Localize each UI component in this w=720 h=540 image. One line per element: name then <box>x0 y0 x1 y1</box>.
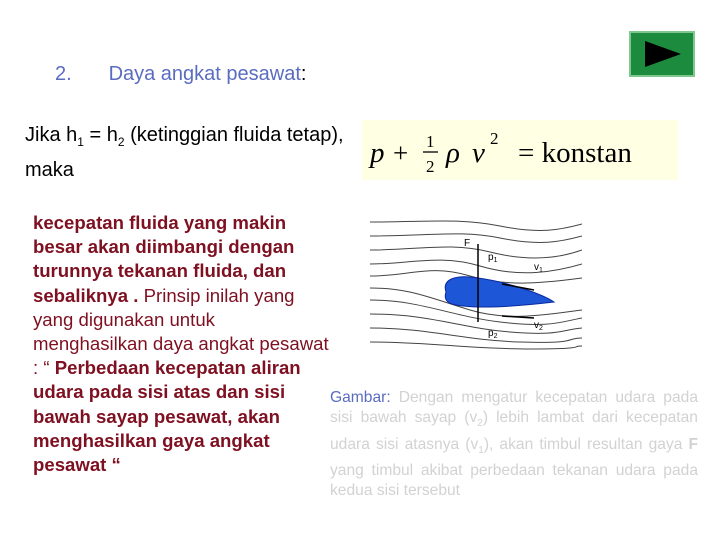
caption-part: yang timbul akibat perbedaan tekanan udara pada kedua sisi tersebut <box>330 461 698 500</box>
explanation-text <box>33 211 333 477</box>
intro-part: (ketinggian fluida tetap), maka <box>25 124 344 181</box>
caption-force-symbol: F <box>682 435 698 453</box>
heading-number: 2. <box>55 63 72 85</box>
subscript: 1 <box>478 444 484 456</box>
explanation-normal: Prinsip inilah yang yang digunakan untuk menghasilkan daya angkat pesawat : “ <box>33 284 329 379</box>
formula-exponent: 2 <box>490 129 499 148</box>
airfoil-streamline-diagram <box>370 218 582 350</box>
label-p2: $p_2$ <box>488 328 498 340</box>
heading-colon: : <box>300 63 307 85</box>
explanation-bold-quote: Perbedaan kecepatan aliran udara pada sisi atas dan sisi bawah sayap pesawat, akan menghasilkan gaya angkat pesawat “ <box>33 357 301 476</box>
formula-constant: = konstan <box>518 137 632 169</box>
next-slide-button[interactable] <box>629 31 695 77</box>
label-p1: $p_1$ <box>488 252 498 264</box>
intro-part: = h <box>83 124 118 146</box>
formula-plus: + <box>393 138 409 168</box>
wing-airfoil <box>445 277 554 307</box>
play-triangle-icon <box>643 40 683 68</box>
formula-numerator: 1 <box>426 132 435 151</box>
formula-rho: ρ <box>446 137 460 169</box>
formula-p: p <box>370 137 385 169</box>
explanation-bold: kecepatan fluida yang makin besar akan diimbangi dengan turunnya tekanan fluida, dan sebaliknya . <box>33 212 295 306</box>
subscript: 2 <box>117 135 125 149</box>
slide-heading <box>55 63 306 86</box>
bernoulli-formula <box>362 120 678 180</box>
label-v2: $v_2$ <box>534 320 543 332</box>
caption-part: ) lebih lambat dari kecepatan udara sisi atasnya (v <box>330 409 698 453</box>
heading-title: Daya angkat pesawat <box>108 63 301 85</box>
intro-part: Jika h <box>25 124 78 146</box>
formula-denominator: 2 <box>426 157 435 176</box>
caption-lead: Gambar: <box>330 389 391 406</box>
figure-caption <box>330 388 698 501</box>
caption-part: Dengan mengatur kecepatan udara pada sisi bawah sayap (v <box>330 389 698 427</box>
subscript: 2 <box>477 418 483 430</box>
intro-text <box>25 121 345 184</box>
subscript: 1 <box>77 135 84 149</box>
label-F: F <box>464 238 471 249</box>
caption-part: ), akan timbul resultan gaya <box>483 435 683 453</box>
formula-v: v <box>472 137 485 169</box>
label-v1: $v_1$ <box>534 262 543 274</box>
